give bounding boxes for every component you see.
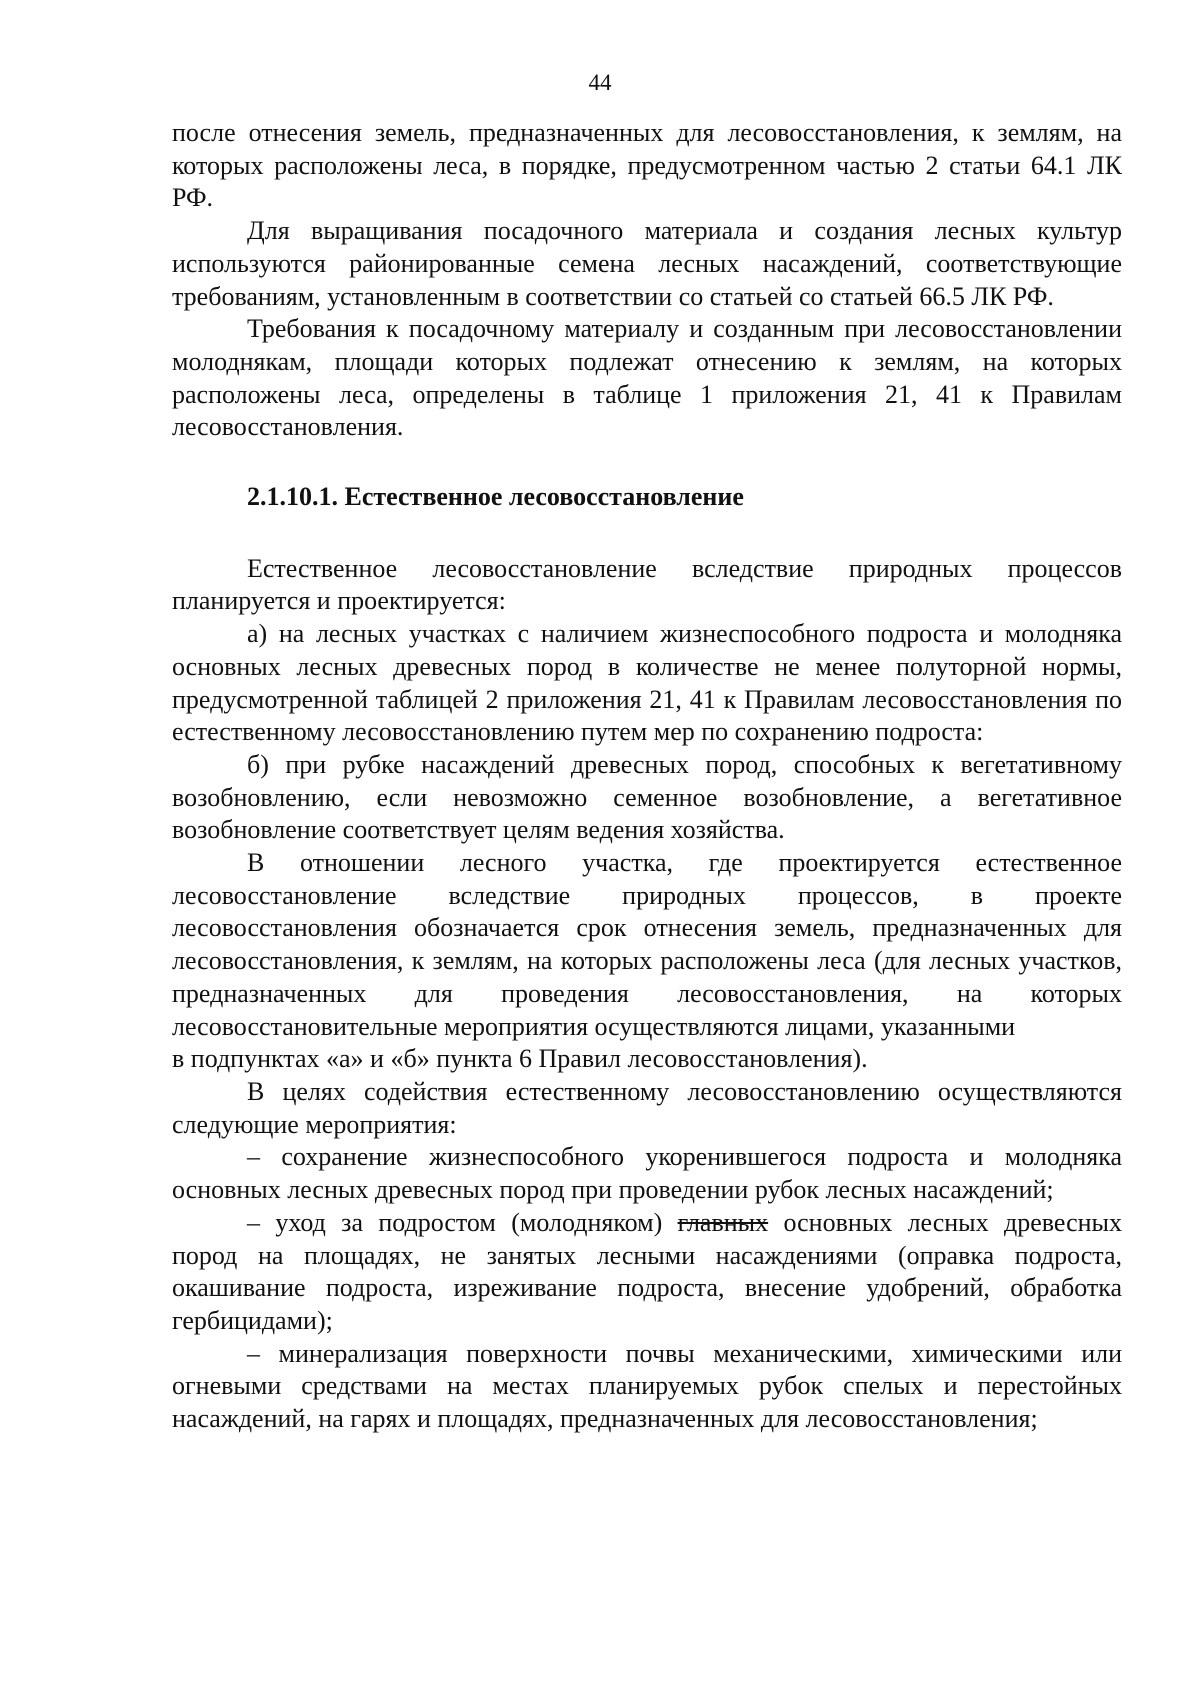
list-item-mineralization: – минерализация поверхности почвы механическими, химическими или огневыми средствами на местах планируемых рубок спелых и перестойных насаждений, на гарях и площадях, предназначенных для лесовосстановления;	[172, 1338, 1122, 1434]
paragraph-seeds: Для выращивания посадочного материала и создания лесных культур используются районированные семена лесных насаждений, соответствующие требованиям, установленным в соответствии со статьей со статьей 66.5 ЛК РФ.	[172, 216, 1122, 311]
care-text-start: – уход за подростом (молодняком)	[247, 1207, 678, 1237]
paragraph-subpoints: в подпунктах «а» и «б» пункта 6 Правил лесовосстановления).	[172, 1044, 868, 1074]
section-heading: 2.1.10.1. Естественное лесовосстановление	[247, 482, 744, 512]
paragraph-item-a: а) на лесных участках с наличием жизнеспособного подроста и молодняка основных лесных древесных пород в количестве не менее полуторной нормы, предусмотренной таблицей 2 приложения 21, 41 к Правилам лесовосстановления по естественному лесовосстановлению путем мер по сохранению подроста:	[172, 619, 1122, 747]
paragraph-continuation: после отнесения земель, предназначенных для лесовосстановления, к землям, на которых расположены леса, в порядке, предусмотренном частью 2 статьи 64.1 ЛК РФ.	[172, 118, 1122, 213]
list-item-care	[172, 1207, 1122, 1338]
page-number: 44	[588, 70, 612, 95]
paragraph-assistance: В целях содействия естественному лесовосстановлению осуществляются следующие мероприятия:	[172, 1076, 1122, 1139]
paragraph-requirements: Требования к посадочному материалу и созданным при лесовосстановлении молоднякам, площади которых подлежат отнесению к землям, на которых расположены леса, определены в таблице 1 приложения 21, 41 к Правилам лесовосстановления.	[172, 314, 1122, 442]
care-text-end: основных лесных древесных пород на площадях, не занятых лесными насаждениями (оправка подроста, окашивание подроста, изреживание подроста, внесение удобрений, обработка гербицидами);	[172, 1207, 1122, 1335]
list-item-preservation: – сохранение жизнеспособного укоренившегося подроста и молодняка основных лесных древесных пород при проведении рубок лесных насаждений;	[172, 1142, 1122, 1205]
paragraph-natural-intro: Естественное лесовосстановление вследствие природных процессов планируется и проектируется:	[172, 553, 1122, 616]
document-body	[172, 117, 1122, 1436]
paragraph-land-plot: В отношении лесного участка, где проектируется естественное лесовосстановление вследствие природных процессов, в проекте лесовосстановления обозначается срок отнесения земель, предназначенных для лесовосстановления, к землям, на которых расположены леса (для лесных участков, предназначенных для проведения лесовосстановления, на которых лесовосстановительные мероприятия осуществляются лицами, указанными	[172, 848, 1122, 1041]
paragraph-item-b: б) при рубке насаждений древесных пород, способных к вегетативному возобновлению, если невозможно семенное возобновление, а вегетативное возобновление соответствует целям ведения хозяйства.	[172, 749, 1122, 845]
struck-word: главных	[677, 1207, 769, 1237]
